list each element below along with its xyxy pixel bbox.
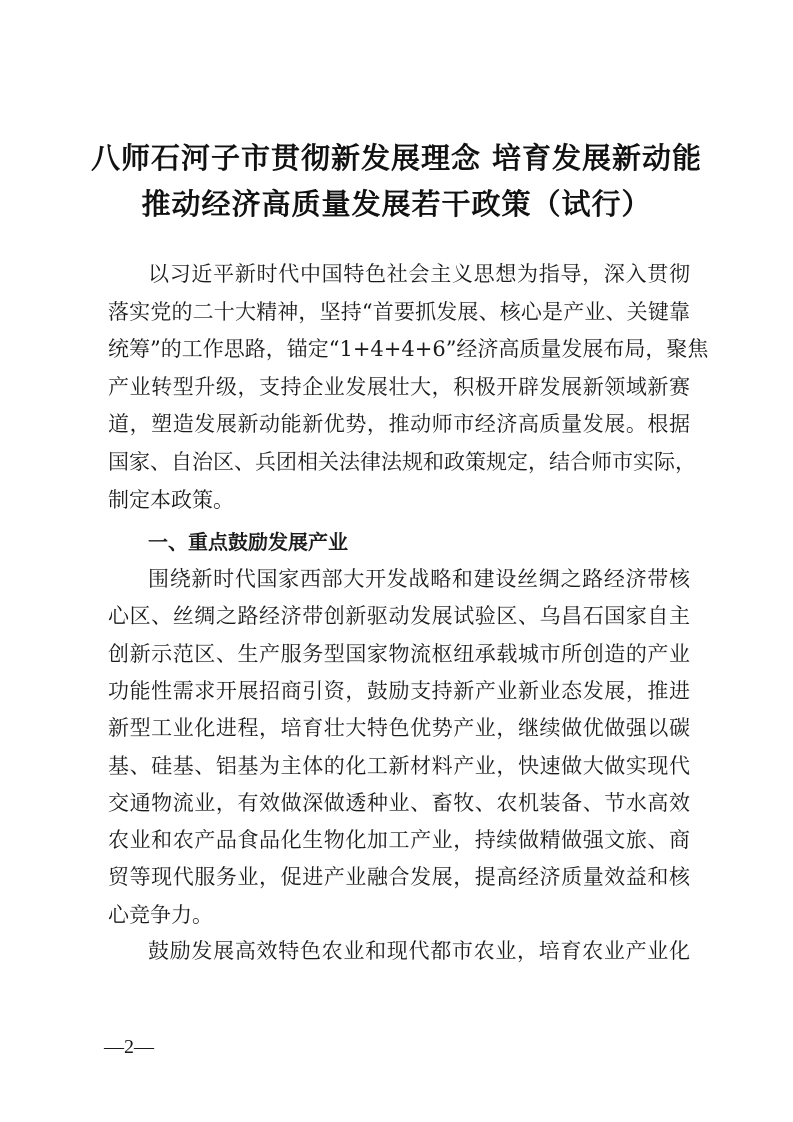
paragraph-2-line-9: 贸等现代服务业，促进产业融合发展，提高经济质量效益和核: [108, 865, 690, 889]
paragraph-2-line-7: 交通物流业，有效做深做透种业、畜牧、农机装备、节水高效: [108, 791, 690, 815]
paragraph-2-line-5: 新型工业化进程，培育壮大特色优势产业，继续做优做强以碳: [108, 716, 690, 740]
paragraph-2-line-8: 农业和农产品食品化生物化加工产业，持续做精做强文旅、商: [108, 828, 690, 852]
paragraph-2-line-4: 功能性需求开展招商引资，鼓励支持新产业新业态发展，推进: [108, 679, 690, 703]
paragraph-2-line-10: 心竞争力。: [108, 903, 213, 927]
paragraph-2-line-3: 创新示范区、生产服务型国家物流枢纽承载城市所创造的产业: [108, 642, 690, 666]
paragraph-1-line-7: 制定本政策。: [108, 488, 234, 512]
paragraph-2-line-2: 心区、丝绸之路经济带创新驱动发展试验区、乌昌石国家自主: [108, 604, 690, 628]
paragraph-1-line-1: 以习近平新时代中国特色社会主义思想为指导，深入贯彻: [148, 262, 690, 286]
paragraph-1-line-4: 产业转型升级，支持企业发展壮大，积极开辟发展新领域新赛: [108, 375, 690, 399]
document-title-line-1: 八师石河子市贯彻新发展理念 培育发展新动能: [90, 141, 703, 175]
paragraph-1-line-2: 落实党的二十大精神，坚持“首要抓发展、核心是产业、关键靠: [108, 300, 690, 324]
paragraph-3-line-1: 鼓励发展高效特色农业和现代都市农业，培育农业产业化: [148, 939, 690, 963]
paragraph-1-line-5: 道，塑造发展新动能新优势，推动师市经济高质量发展。根据: [108, 412, 690, 436]
paragraph-2-line-1: 围绕新时代国家西部大开发战略和建设丝绸之路经济带核: [148, 567, 690, 591]
page-number: —2—: [104, 1036, 154, 1058]
paragraph-1-line-3: 统筹”的工作思路，锚定“1+4+4+6”经济高质量发展布局，聚焦: [108, 337, 709, 361]
paragraph-1-line-6: 国家、自治区、兵团相关法律法规和政策规定，结合师市实际，: [108, 450, 696, 474]
paragraph-2-line-6: 基、硅基、铝基为主体的化工新材料产业，快速做大做实现代: [108, 754, 690, 778]
section-heading: 一、重点鼓励发展产业: [148, 530, 348, 554]
document-title-line-2: 推动经济高质量发展若干政策（试行）: [141, 187, 652, 221]
